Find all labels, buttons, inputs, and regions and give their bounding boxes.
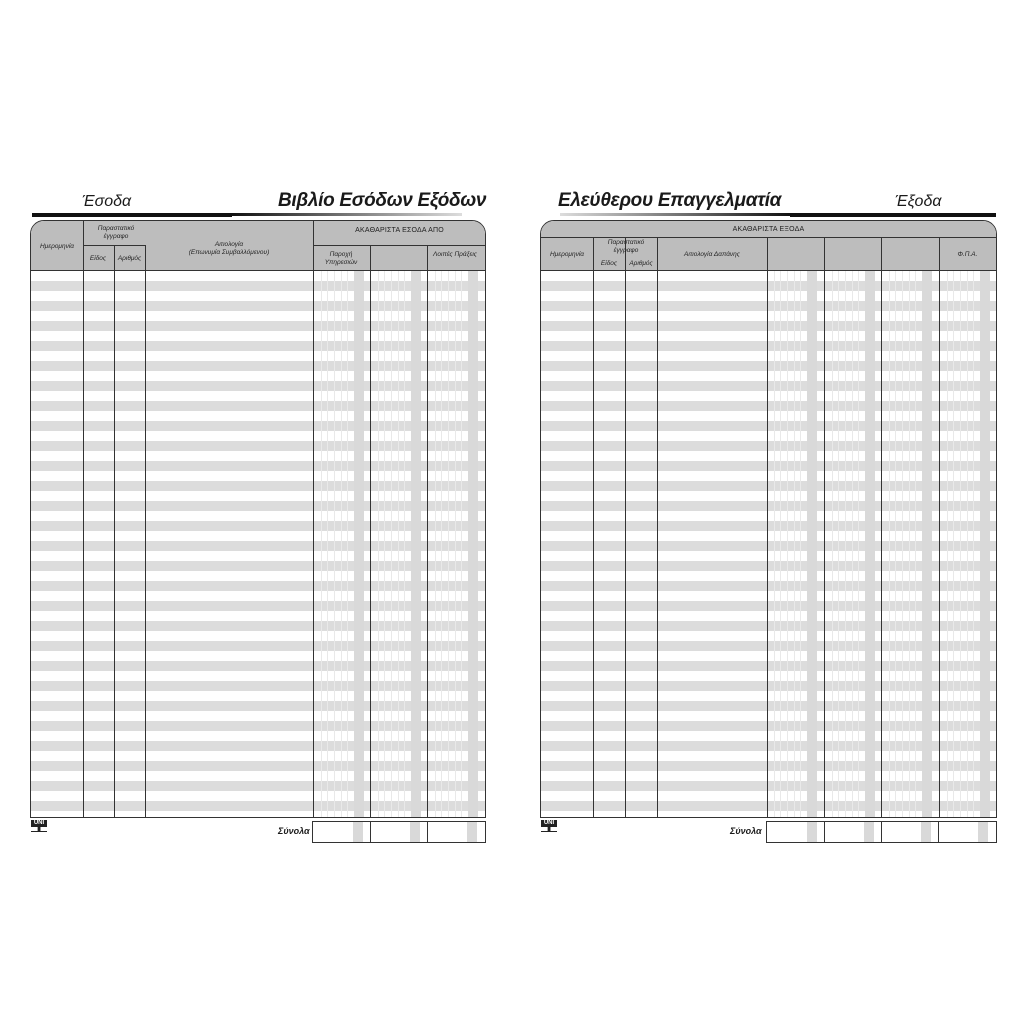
book-title-continued: Ελεύθερου Επαγγελματία [558, 190, 782, 211]
column-divider [767, 237, 768, 817]
digit-rule [441, 271, 442, 817]
header-date: Ημερομηνία [39, 243, 75, 250]
digit-rule [889, 271, 890, 817]
cents-column [411, 271, 421, 817]
header-doc-number-right: Αριθμός [629, 260, 653, 267]
digit-rule [391, 271, 392, 817]
totals-cents-shade [353, 822, 363, 842]
digit-rule [960, 271, 961, 817]
digit-rule [915, 271, 916, 817]
totals-cents-shade [978, 822, 988, 842]
cents-column [980, 271, 990, 817]
totals-divider [824, 822, 825, 842]
totals-divider [938, 822, 939, 842]
expense-totals-box [766, 821, 997, 843]
header-date-right: Ημερομηνία [549, 251, 585, 258]
expense-section-label: Έξοδα [895, 193, 942, 210]
header-bottom-rule [541, 270, 996, 271]
digit-rule [347, 271, 348, 817]
left-title-rule-fade [232, 213, 462, 216]
column-divider [657, 237, 658, 817]
digit-rule [852, 271, 853, 817]
digit-rule [327, 271, 328, 817]
header-bottom-rule [31, 270, 485, 271]
digit-rule [774, 271, 775, 817]
digit-rule [832, 271, 833, 817]
digit-rule [404, 271, 405, 817]
header-description: Αιτιολογία [214, 241, 244, 248]
totals-cents-shade [410, 822, 420, 842]
digit-rule [455, 271, 456, 817]
digit-rule [967, 271, 968, 817]
header-expense-description: Αιτιολογία Δαπάνης [684, 251, 740, 258]
income-table [30, 220, 486, 818]
totals-cents-shade [921, 822, 931, 842]
column-divider [881, 237, 882, 817]
column-divider [824, 237, 825, 817]
digit-rule [787, 271, 788, 817]
digit-rule [461, 271, 462, 817]
header-description-sub: (Επωνυμία Συμβαλλόμενου) [188, 249, 270, 256]
income-totals-box [312, 821, 486, 843]
cents-column [354, 271, 364, 817]
header-other: Λοιπές Πράξεις [433, 251, 477, 258]
digit-rule [858, 271, 859, 817]
totals-cents-shade [807, 822, 817, 842]
expense-table [540, 220, 997, 818]
income-section-label: Έσοδα [82, 193, 132, 210]
totals-divider [427, 822, 428, 842]
column-divider [625, 237, 626, 817]
header-doc-divider [83, 245, 145, 246]
digit-rule [341, 271, 342, 817]
totals-divider [881, 822, 882, 842]
header-doc-type: Είδος [89, 255, 107, 262]
uni-logo-right: UNI █ [541, 820, 557, 832]
column-divider [313, 221, 314, 817]
left-title-rule [32, 213, 232, 217]
column-divider [83, 221, 84, 817]
book-title: Βιβλίο Εσόδων Εξόδων [278, 190, 487, 211]
digit-rule [794, 271, 795, 817]
cents-column [468, 271, 478, 817]
header-doc-number: Αριθμός [117, 255, 142, 262]
column-divider [427, 245, 428, 817]
digit-rule [909, 271, 910, 817]
header-expense-group: ΑΚΑΘΑΡΙΣΤΑ ΕΞΟΔΑ [732, 226, 805, 233]
header-income-group: ΑΚΑΘΑΡΙΣΤΑ ΕΣΟΔΑ ΑΠΟ [355, 227, 444, 234]
expense-totals-label: Σύνολα [730, 826, 762, 836]
digit-rule [947, 271, 948, 817]
column-divider [939, 237, 940, 817]
header-services: Παροχή Υπηρεσιών [324, 251, 358, 266]
digit-rule [398, 271, 399, 817]
digit-rule [780, 271, 781, 817]
cents-column [865, 271, 875, 817]
digit-rule [334, 271, 335, 817]
totals-cents-shade [467, 822, 477, 842]
header-expense-divider [541, 237, 996, 238]
totals-cents-shade [864, 822, 874, 842]
column-divider [593, 237, 594, 817]
digit-rule [435, 271, 436, 817]
digit-rule [800, 271, 801, 817]
digit-rule [448, 271, 449, 817]
header-document: Παραστατικό έγγραφο [97, 225, 135, 240]
column-divider [114, 245, 115, 817]
cents-column [807, 271, 817, 817]
digit-rule [321, 271, 322, 817]
digit-rule [895, 271, 896, 817]
digit-rule [973, 271, 974, 817]
uni-logo-left: UNI █ [31, 820, 47, 832]
header-income-divider [313, 245, 485, 246]
digit-rule [845, 271, 846, 817]
digit-rule [838, 271, 839, 817]
digit-rule [902, 271, 903, 817]
right-title-rule-fade [560, 213, 790, 216]
income-totals-label: Σύνολα [278, 826, 310, 836]
column-divider [370, 245, 371, 817]
header-vat: Φ.Π.Α. [957, 251, 978, 258]
digit-rule [384, 271, 385, 817]
digit-rule [953, 271, 954, 817]
cents-column [922, 271, 932, 817]
column-divider [145, 245, 146, 817]
totals-divider [370, 822, 371, 842]
right-title-rule [790, 213, 996, 217]
header-doc-type-right: Είδος [600, 260, 618, 267]
header-document-right: Παραστατικό έγγραφο [607, 239, 645, 254]
digit-rule [378, 271, 379, 817]
